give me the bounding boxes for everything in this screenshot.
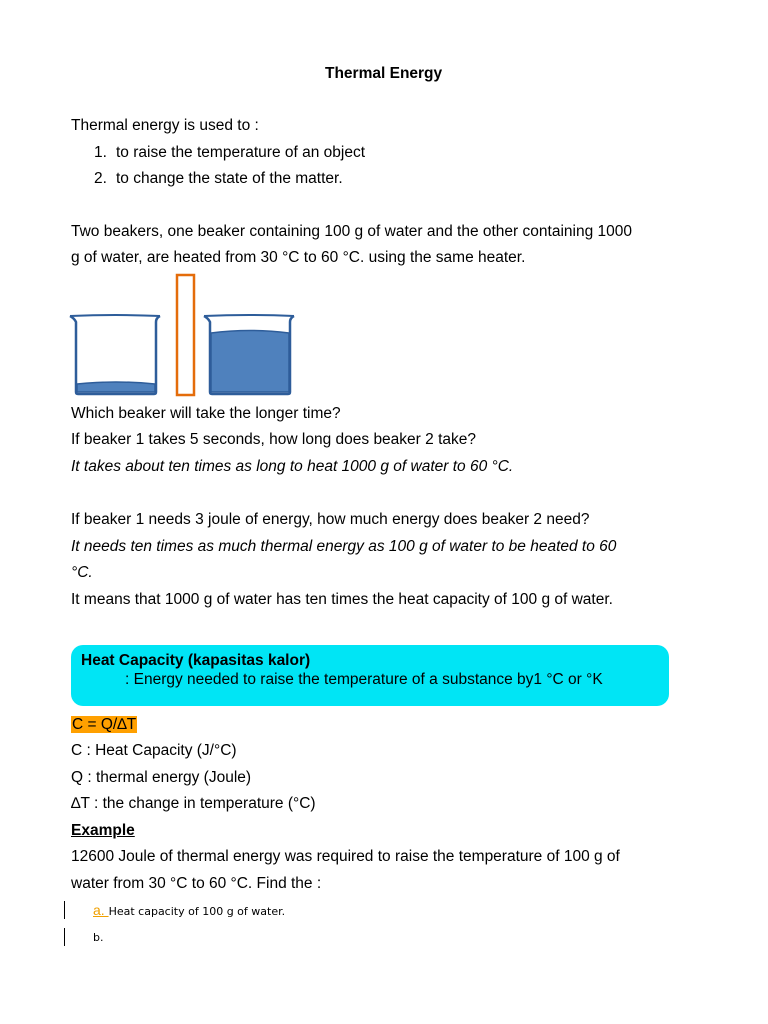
list-number: 1. bbox=[94, 144, 107, 161]
question-line: If beaker 1 takes 5 seconds, how long does beaker 2 take? bbox=[71, 431, 476, 448]
formula: C = Q/∆T bbox=[72, 716, 137, 733]
beaker-1 bbox=[70, 315, 160, 394]
text-cursor-bar bbox=[64, 901, 65, 919]
list-number: 2. bbox=[94, 170, 107, 187]
list-text: to raise the temperature of an object bbox=[116, 144, 366, 161]
answer-line: It needs ten times as much thermal energy as 100 g of water to be heated to 60 bbox=[71, 538, 617, 555]
paragraph-line: g of water, are heated from 30 °C to 60 °C. using the same heater. bbox=[71, 249, 526, 266]
definition-text: : Energy needed to raise the temperature of a substance by1 °C or °K bbox=[125, 671, 603, 688]
legend-line: Q : thermal energy (Joule) bbox=[71, 769, 252, 786]
question-line: If beaker 1 needs 3 joule of energy, how much energy does beaker 2 need? bbox=[71, 511, 590, 528]
example-item bbox=[93, 902, 285, 920]
answer-line: It takes about ten times as long to heat 1000 g of water to 60 °C. bbox=[71, 458, 514, 475]
list-item bbox=[94, 170, 343, 188]
legend-line: C : Heat Capacity (J/°C) bbox=[71, 742, 237, 759]
water-shallow bbox=[77, 382, 155, 392]
paragraph-line: Two beakers, one beaker containing 100 g of water and the other containing 1000 bbox=[71, 223, 632, 240]
definition-title: Heat Capacity (kapasitas kalor) bbox=[81, 652, 311, 669]
intro-text: Thermal energy is used to : bbox=[71, 117, 259, 134]
text-cursor-bar bbox=[64, 928, 65, 946]
example-line: 12600 Joule of thermal energy was required to raise the temperature of 100 g of bbox=[71, 848, 620, 865]
conclusion-line: It means that 1000 g of water has ten times the heat capacity of 100 g of water. bbox=[71, 591, 613, 608]
question-line: Which beaker will take the longer time? bbox=[71, 405, 341, 422]
example-heading: Example bbox=[71, 822, 135, 839]
beakers-illustration bbox=[66, 270, 302, 400]
page-title: Thermal Energy bbox=[325, 65, 443, 82]
list-text: to change the state of the matter. bbox=[116, 170, 343, 187]
legend-line: ∆T : the change in temperature (°C) bbox=[71, 795, 316, 812]
example-line: water from 30 °C to 60 °C. Find the : bbox=[71, 875, 322, 892]
example-item bbox=[93, 931, 103, 944]
formula-line bbox=[71, 716, 137, 734]
beaker-2 bbox=[204, 315, 294, 394]
item-text: Heat capacity of 100 g of water. bbox=[108, 905, 286, 918]
answer-line: °C. bbox=[71, 564, 93, 581]
item-marker: b. bbox=[93, 931, 104, 944]
item-marker: a. bbox=[93, 902, 109, 918]
water-full bbox=[211, 331, 289, 393]
heater-rod bbox=[177, 275, 194, 395]
list-item bbox=[94, 144, 365, 162]
